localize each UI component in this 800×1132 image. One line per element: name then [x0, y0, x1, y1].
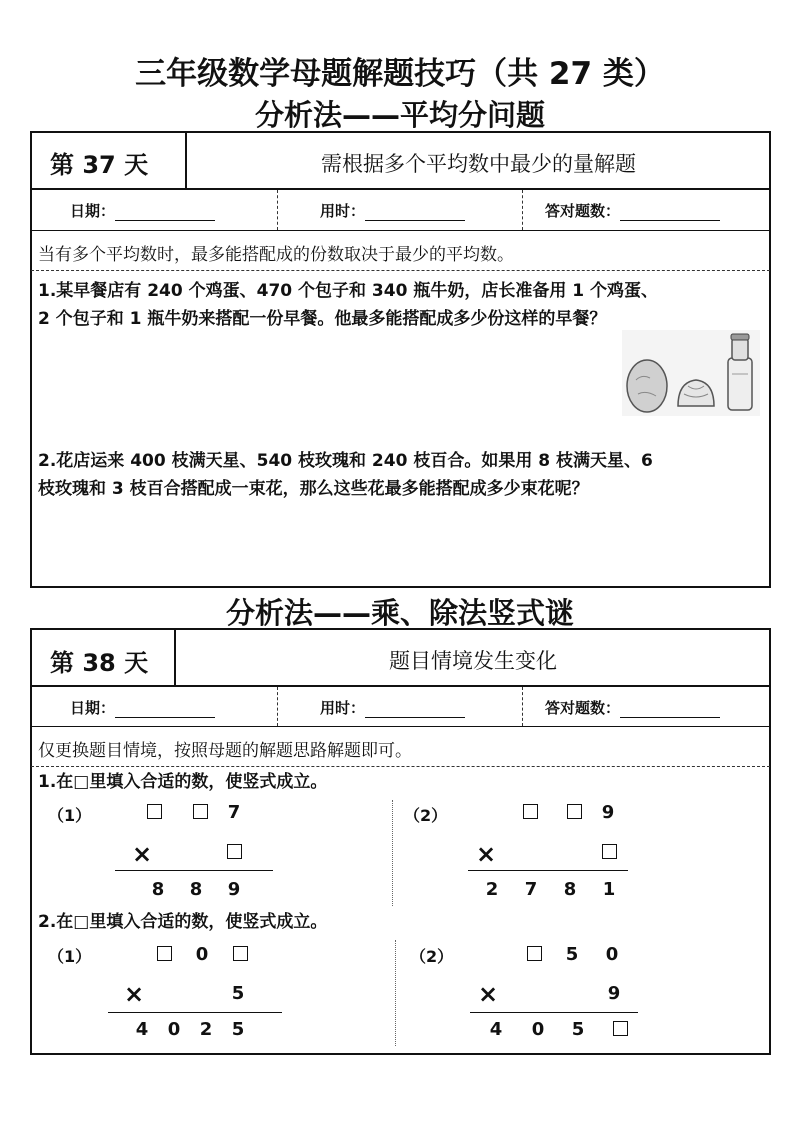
date-field[interactable] — [70, 697, 215, 718]
digit-box[interactable] — [608, 1020, 632, 1041]
method-note: 仅更换题目情境，按照母题的解题思路解题即可。 — [38, 741, 412, 761]
digit-box[interactable] — [228, 945, 252, 966]
time-field[interactable] — [320, 697, 465, 718]
topic-title: 题目情境发生变化 — [389, 649, 557, 673]
question-1: 1.在□里填入合适的数，使竖式成立。 — [38, 772, 328, 792]
question-1: 1.某早餐店有 240 个鸡蛋、470 个包子和 340 瓶牛奶，店长准备用 1 个鸡蛋、 2 个包子和 1 瓶牛奶来搭配一份早餐。他最多能搭配成多少份这样的早餐？ — [38, 281, 659, 329]
topic-title: 需根据多个平均数中最少的量解题 — [321, 152, 636, 176]
times-sign: × — [124, 980, 145, 1008]
digit-box[interactable] — [522, 945, 546, 966]
time-field[interactable] — [320, 200, 465, 221]
time-label: 用时： — [320, 202, 366, 220]
milk-bottle-icon — [728, 334, 752, 410]
egg-icon — [627, 360, 667, 412]
digit-box[interactable] — [142, 803, 166, 824]
score-label: 答对题数： — [545, 202, 621, 220]
section1-heading: 分析法——平均分问题 — [254, 98, 545, 132]
question-2: 2.在□里填入合适的数，使竖式成立。 — [38, 912, 328, 932]
method-note: 当有多个平均数时，最多能搭配成的份数取决于最少的平均数。 — [38, 245, 514, 265]
date-field[interactable] — [70, 200, 215, 221]
score-label: 答对题数： — [545, 699, 621, 717]
score-field[interactable] — [545, 200, 720, 221]
digit-box[interactable] — [152, 945, 176, 966]
times-sign: × — [478, 980, 499, 1008]
digit-box[interactable] — [518, 803, 542, 824]
times-sign: × — [132, 840, 153, 868]
digit-box[interactable] — [597, 843, 621, 864]
day-label: 第 38 天 — [50, 649, 149, 677]
question-2: 2.花店运来 400 枝满天星、540 枝玫瑰和 240 枝百合。如果用 8 枝满天星、6 枝玫瑰和 3 枝百合搭配成一束花，那么这些花最多能搭配成多少束花呢？ — [38, 451, 653, 499]
times-sign: × — [476, 840, 497, 868]
date-label: 日期： — [70, 202, 116, 220]
breakfast-illustration — [622, 330, 760, 416]
date-label: 日期： — [70, 699, 116, 717]
section2-heading: 分析法——乘、除法竖式谜 — [225, 596, 574, 630]
digit-box[interactable] — [188, 803, 212, 824]
digit-box[interactable] — [222, 843, 246, 864]
score-field[interactable] — [545, 697, 720, 718]
day-label: 第 37 天 — [50, 151, 149, 179]
digit-box[interactable] — [562, 803, 586, 824]
time-label: 用时： — [320, 699, 366, 717]
main-title: 三年级数学母题解题技巧（共 27 类） — [135, 56, 665, 92]
